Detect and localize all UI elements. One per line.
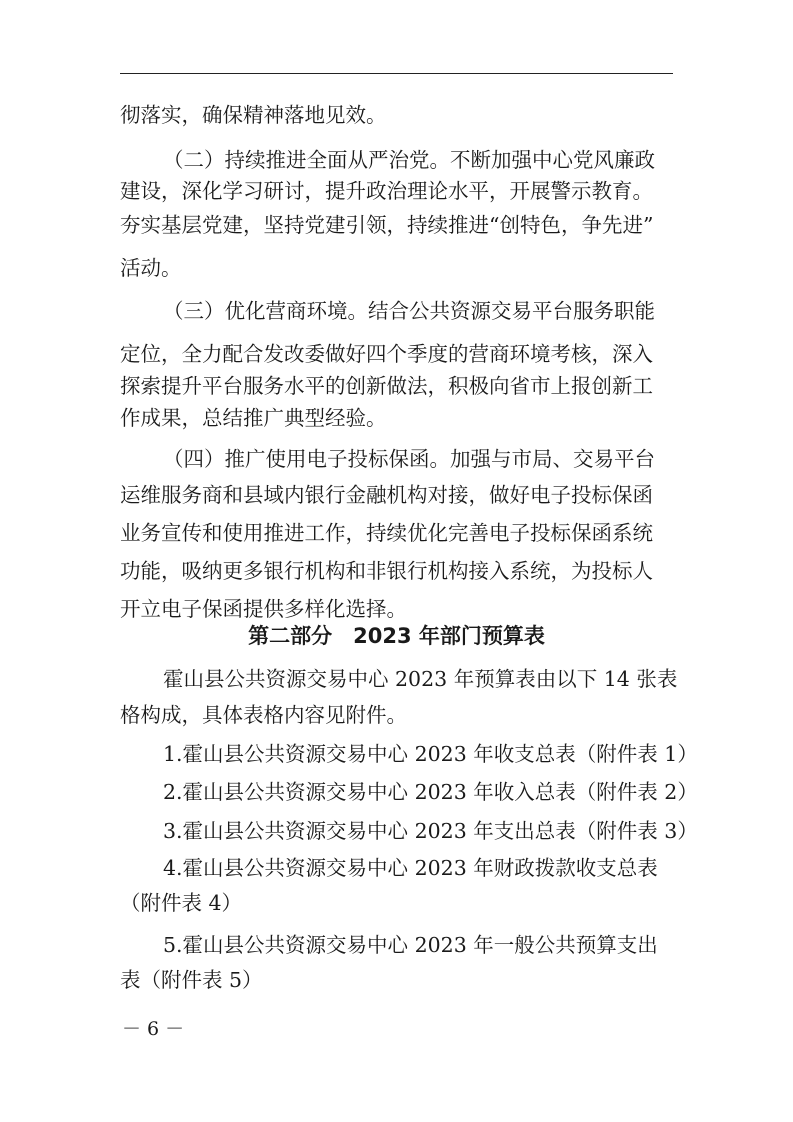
paragraph-line: 运维服务商和县域内银行金融机构对接，做好电子投标保函 (120, 483, 653, 507)
list-item-continuation: （附件表 4） (120, 891, 243, 915)
paragraph-line: 作成果，总结推广典型经验。 (120, 406, 387, 430)
paragraph-line: 建设，深化学习研讨，提升政治理论水平，开展警示教育。 (120, 179, 653, 203)
paragraph-line: （二）持续推进全面从严治党。不断加强中心党风廉政 (163, 148, 655, 172)
paragraph-line: 彻落实，确保精神落地见效。 (120, 103, 387, 127)
list-item-continuation: 表（附件表 5） (120, 968, 263, 992)
paragraph-line: 开立电子保函提供多样化选择。 (120, 597, 407, 621)
paragraph-line: 功能，吸纳更多银行机构和非银行机构接入系统，为投标人 (120, 559, 653, 583)
list-item: 1.霍山县公共资源交易中心 2023 年收支总表（附件表 1） (163, 742, 698, 766)
list-item: 3.霍山县公共资源交易中心 2023 年支出总表（附件表 3） (163, 819, 698, 843)
header-rule (120, 73, 673, 74)
paragraph-line: 定位，全力配合发改委做好四个季度的营商环境考核，深入 (120, 342, 653, 366)
paragraph-line: 业务宣传和使用推进工作，持续优化完善电子投标保函系统 (120, 521, 653, 545)
intro-line: 霍山县公共资源交易中心 2023 年预算表由以下 14 张表 (163, 667, 678, 691)
list-item: 5.霍山县公共资源交易中心 2023 年一般公共预算支出 (163, 933, 658, 957)
paragraph-line: 探索提升平台服务水平的创新做法，积极向省市上报创新工 (120, 374, 653, 398)
paragraph-line: （四）推广使用电子投标保函。加强与市局、交易平台 (163, 447, 655, 471)
intro-line: 格构成，具体表格内容见附件。 (120, 703, 407, 727)
page-number: － 6 － (122, 1018, 185, 1040)
list-item: 2.霍山县公共资源交易中心 2023 年收入总表（附件表 2） (163, 780, 698, 804)
list-item: 4.霍山县公共资源交易中心 2023 年财政拨款收支总表 (163, 856, 658, 880)
paragraph-line: 夯实基层党建，坚持党建引领，持续推进“创特色，争先进” (120, 213, 654, 237)
section-heading: 第二部分 2023 年部门预算表 (248, 624, 545, 648)
paragraph-line: （三）优化营商环境。结合公共资源交易平台服务职能 (163, 299, 655, 323)
paragraph-line: 活动。 (120, 256, 182, 280)
